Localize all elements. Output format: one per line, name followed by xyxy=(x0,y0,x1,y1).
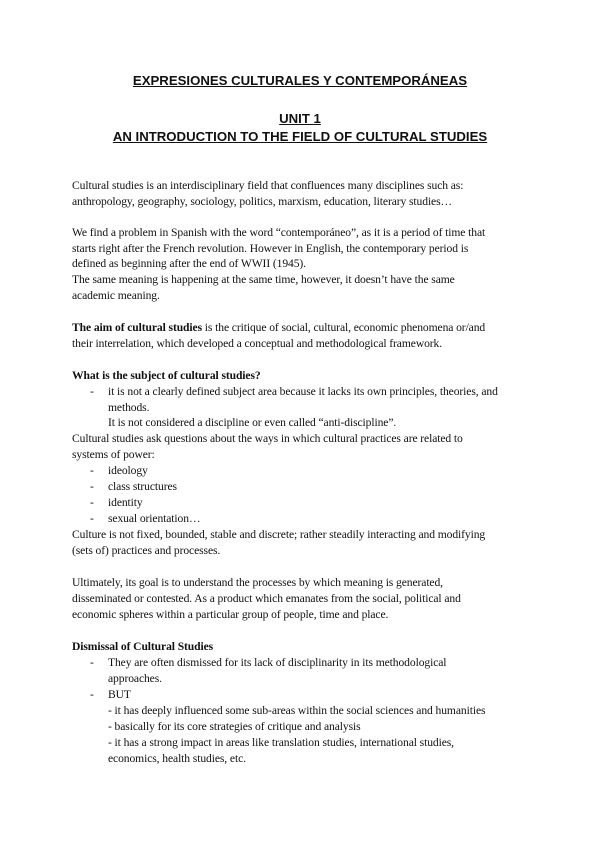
culture-line-1: Culture is not fixed, bounded, stable and discrete; rather steadily interacting and modifying xyxy=(72,528,486,541)
list-dash: - xyxy=(90,688,94,701)
aim-line-2: their interrelation, which developed a conceptual and methodological framework. xyxy=(72,337,443,350)
list-dash: - xyxy=(90,512,94,525)
dismissal-sub-1: - it has deeply influenced some sub-areas within the social sciences and humanities xyxy=(108,704,486,717)
power-item: ideology xyxy=(108,464,148,477)
dismissal-sub-3-line-2: economics, health studies, etc. xyxy=(108,752,246,765)
intro-paragraph-2-line-1: We find a problem in Spanish with the word “contemporáneo”, as it is a period of time that xyxy=(72,226,486,239)
list-dash: - xyxy=(90,385,94,398)
aim-line-1-text: is the critique of social, cultural, economic phenomena or/and xyxy=(202,321,486,334)
unit-number: UNIT 1 xyxy=(279,111,321,126)
dismissal-heading: Dismissal of Cultural Studies xyxy=(72,640,214,653)
goal-line-2: disseminated or contested. As a product which emanates from the social, political and xyxy=(72,592,461,605)
intro-paragraph-2-line-4: The same meaning is happening at the same time, however, it doesn’t have the same xyxy=(72,273,455,286)
list-dash: - xyxy=(90,480,94,493)
subject-bullet-1-line-2: methods. xyxy=(108,401,150,414)
intro-paragraph-1-line-2: anthropology, geography, sociology, politics, marxism, education, literary studies… xyxy=(72,195,453,208)
aim-label: The aim of cultural studies xyxy=(72,321,202,334)
power-item: class structures xyxy=(108,480,177,493)
dismissal-bullet-1-line-1: They are often dismissed for its lack of disciplinarity in its methodological xyxy=(108,656,447,669)
dismissal-sub-2: - basically for its core strategies of critique and analysis xyxy=(108,720,361,733)
goal-line-3: economic spheres within a particular group of people, time and place. xyxy=(72,608,389,621)
intro-paragraph-2-line-2: starts right after the French revolution. However in English, the contemporary period is xyxy=(72,242,469,255)
dismissal-bullet-2: BUT xyxy=(108,688,131,701)
intro-paragraph-2-line-5: academic meaning. xyxy=(72,289,160,302)
power-line-2: systems of power: xyxy=(72,448,155,461)
aim-line-1 xyxy=(72,320,532,336)
subject-bullet-1-line-1: it is not a clearly defined subject area because it lacks its own principles, theories, and xyxy=(108,385,498,398)
subject-heading: What is the subject of cultural studies? xyxy=(72,369,261,382)
list-dash: - xyxy=(90,496,94,509)
power-item: identity xyxy=(108,496,143,509)
list-dash: - xyxy=(90,656,94,669)
dismissal-sub-3-line-1: - it has a strong impact in areas like translation studies, international studies, xyxy=(108,736,454,749)
culture-line-2: (sets of) practices and processes. xyxy=(72,544,221,557)
subject-bullet-1-line-3: It is not considered a discipline or even called “anti-discipline”. xyxy=(108,416,397,429)
power-item: sexual orientation… xyxy=(108,512,201,525)
intro-paragraph-1-line-1: Cultural studies is an interdisciplinary field that confluences many disciplines such as: xyxy=(72,179,464,192)
list-dash: - xyxy=(90,464,94,477)
course-title: EXPRESIONES CULTURALES Y CONTEMPORÁNEAS xyxy=(132,73,468,88)
goal-line-1: Ultimately, its goal is to understand the processes by which meaning is generated, xyxy=(72,576,443,589)
power-line-1: Cultural studies ask questions about the ways in which cultural practices are related to xyxy=(72,432,463,445)
intro-paragraph-2-line-3: defined as beginning after the end of WWII (1945). xyxy=(72,257,306,270)
unit-title: AN INTRODUCTION TO THE FIELD OF CULTURAL STUDIES xyxy=(112,129,488,144)
dismissal-bullet-1-line-2: approaches. xyxy=(108,672,162,685)
